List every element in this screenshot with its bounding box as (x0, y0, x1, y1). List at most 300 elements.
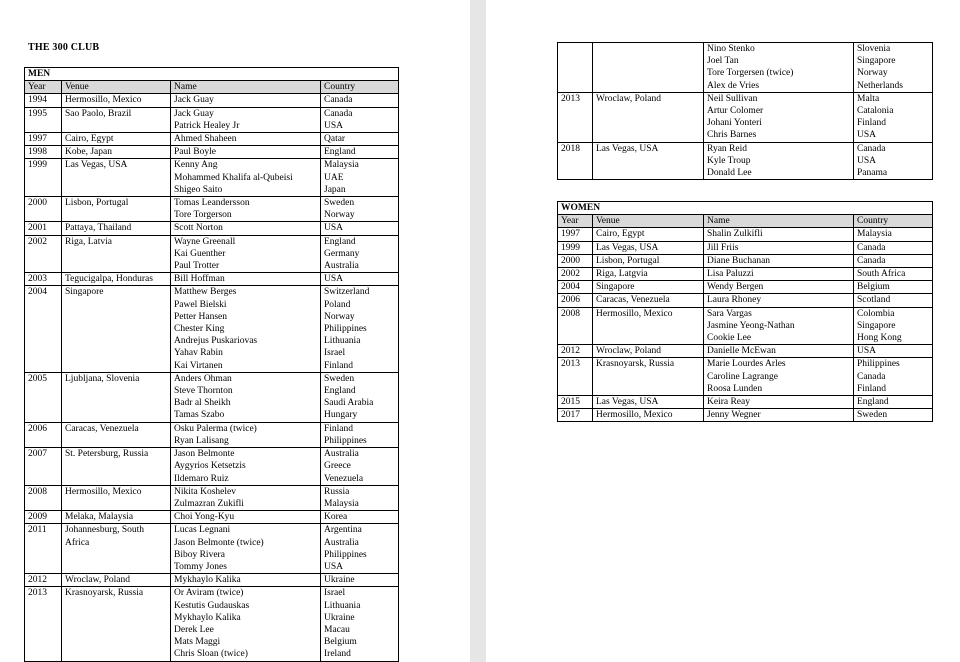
venue-cell: Las Vegas, USA (593, 142, 704, 180)
names-cell (171, 574, 321, 587)
player-country: Colombia (857, 308, 895, 319)
section-row (558, 202, 933, 215)
table-row (558, 281, 933, 294)
table-row (25, 485, 399, 510)
table-row (558, 43, 933, 93)
player-name: Alex de Vries (707, 80, 760, 91)
names-cell (171, 235, 321, 273)
names-cell (704, 409, 854, 422)
player-name: Kestutis Gudauskas (174, 600, 250, 611)
men-table-body (25, 68, 399, 662)
player-country: Ukraine (324, 575, 355, 586)
venue-cell: Riga, Latgvia (593, 268, 704, 281)
player-country: Finland (324, 423, 354, 434)
table-row (558, 396, 933, 409)
player-name: Aygyrios Ketsetzis (174, 461, 246, 472)
venue-cell: St. Petersburg, Russia (62, 448, 171, 486)
player-country: Ukraine (324, 612, 355, 623)
player-country: Switzerland (324, 287, 370, 298)
player-country: Norway (857, 68, 888, 79)
player-name: Jack Guay (174, 108, 214, 119)
countries-cell (321, 286, 399, 372)
countries-cell (321, 574, 399, 587)
player-name: Osku Palerma (twice) (174, 423, 257, 434)
table-row (558, 92, 933, 142)
player-name: Marie Lourdes Arles (707, 359, 786, 370)
player-country: USA (857, 155, 877, 166)
year-cell: 2015 (558, 396, 593, 409)
table-row (558, 268, 933, 281)
year-cell: 2002 (558, 268, 593, 281)
player-name: Derek Lee (174, 624, 214, 635)
player-name: Choi Yong-Kyu (174, 512, 235, 523)
table-row (558, 241, 933, 254)
player-name: Nino Stenko (707, 44, 755, 54)
year-cell: 2004 (25, 286, 62, 372)
countries-cell (321, 159, 399, 197)
venue-cell: Johannesburg, South Africa (62, 524, 171, 574)
names-cell (171, 422, 321, 447)
player-country: Australia (324, 261, 359, 272)
player-name: Mats Maggi (174, 637, 221, 648)
player-country: Ireland (324, 649, 351, 660)
venue-cell: Singapore (593, 281, 704, 294)
player-country: England (857, 397, 889, 408)
player-name: Keira Reay (707, 397, 750, 408)
player-name: Paul Boyle (174, 147, 216, 158)
column-header-name: Name (171, 81, 321, 94)
year-cell: 1997 (558, 228, 593, 241)
countries-cell (321, 133, 399, 146)
venue-cell: Cairo, Egypt (593, 228, 704, 241)
names-cell (171, 524, 321, 574)
player-name: Or Aviram (twice) (174, 588, 244, 599)
player-country: Germany (324, 248, 360, 259)
player-country: Sweden (324, 198, 355, 209)
player-name: Shigeo Saito (174, 184, 223, 195)
column-header-year: Year (558, 215, 593, 228)
year-cell: 1999 (25, 159, 62, 197)
table-row (25, 146, 399, 159)
venue-cell: Cairo, Egypt (62, 133, 171, 146)
countries-cell (854, 254, 933, 267)
player-country: Malaysia (324, 160, 359, 171)
countries-cell (854, 241, 933, 254)
year-cell: 2012 (25, 574, 62, 587)
countries-cell (321, 273, 399, 286)
countries-cell (321, 587, 399, 661)
countries-cell (854, 409, 933, 422)
player-country: USA (857, 346, 877, 357)
player-name: Chris Barnes (707, 130, 757, 141)
player-country: Canada (857, 371, 886, 382)
player-country: Israel (324, 588, 346, 599)
player-country: Norway (324, 311, 355, 322)
women-table (557, 201, 933, 422)
player-country: Netherlands (857, 80, 903, 91)
venue-cell: Wroclaw, Poland (62, 574, 171, 587)
player-country: Hong Kong (857, 333, 902, 344)
year-cell: 2004 (558, 281, 593, 294)
player-country: Singapore (857, 320, 896, 331)
year-cell: 2002 (25, 235, 62, 273)
countries-cell (854, 281, 933, 294)
names-cell (171, 286, 321, 372)
countries-cell (321, 107, 399, 132)
player-country: Philippines (324, 435, 367, 446)
year-cell: 2006 (25, 422, 62, 447)
men-table-continued-body (558, 43, 933, 180)
countries-cell (321, 511, 399, 524)
player-country: Canada (324, 95, 353, 106)
venue-cell: Hermosillo, Mexico (593, 409, 704, 422)
venue-cell: Lisbon, Portugal (593, 254, 704, 267)
player-name: Biboy Rivera (174, 549, 225, 560)
year-cell: 1998 (25, 146, 62, 159)
venue-cell: Kobe, Japan (62, 146, 171, 159)
player-country: USA (324, 223, 344, 234)
player-name: Tore Torgersen (twice) (707, 68, 794, 79)
player-name: Mykhaylo Kalika (174, 575, 241, 586)
player-name: Lisa Paluzzi (707, 269, 754, 280)
names-cell (171, 448, 321, 486)
year-cell: 2001 (25, 222, 62, 235)
countries-cell (854, 43, 933, 93)
year-cell: 2017 (558, 409, 593, 422)
player-country: Canada (857, 255, 886, 266)
player-name: Kai Virtanen (174, 360, 223, 371)
year-cell: 2008 (25, 485, 62, 510)
names-cell (704, 142, 854, 180)
countries-cell (321, 94, 399, 107)
men-table-continued (557, 42, 933, 180)
year-cell: 2007 (25, 448, 62, 486)
player-country: Catalonia (857, 106, 894, 117)
player-country: USA (857, 130, 877, 141)
names-cell (171, 94, 321, 107)
player-name: Ahmed Shaheen (174, 134, 237, 145)
player-country: Japan (324, 184, 346, 195)
player-name: Jenny Wegner (707, 410, 761, 421)
countries-cell (854, 92, 933, 142)
player-country: Macau (324, 624, 350, 635)
player-country: England (324, 236, 356, 247)
venue-cell: Krasnoyarsk, Russia (62, 587, 171, 661)
player-country: Philippines (324, 549, 367, 560)
table-row (25, 574, 399, 587)
venue-cell: Hermosillo, Mexico (62, 94, 171, 107)
venue-cell: Tegucigalpa, Honduras (62, 273, 171, 286)
player-name: Wendy Bergen (707, 282, 764, 293)
player-name: Kai Guenther (174, 248, 226, 259)
section-label: MEN (25, 68, 399, 81)
document-page-right (486, 0, 960, 662)
table-row (25, 286, 399, 372)
player-country: England (324, 386, 356, 397)
table-row (25, 422, 399, 447)
countries-cell (854, 345, 933, 358)
names-cell (704, 43, 854, 93)
player-country: Greece (324, 461, 351, 472)
player-name: Petter Hansen (174, 311, 228, 322)
player-name: Bill Hoffman (174, 274, 225, 285)
names-cell (704, 281, 854, 294)
table-row (25, 235, 399, 273)
venue-cell: Las Vegas, USA (593, 241, 704, 254)
countries-cell (854, 228, 933, 241)
year-cell: 1994 (25, 94, 62, 107)
table-row (25, 273, 399, 286)
names-cell (171, 146, 321, 159)
player-country: Canada (857, 143, 886, 154)
names-cell (704, 345, 854, 358)
venue-cell: Ljubljana, Slovenia (62, 372, 171, 422)
player-country: Belgium (857, 282, 890, 293)
countries-cell (321, 235, 399, 273)
player-name: Jill Friis (707, 242, 739, 253)
column-header-country: Country (321, 81, 399, 94)
names-cell (704, 241, 854, 254)
player-country: Finland (324, 360, 354, 371)
player-name: Tomas Leandersson (174, 198, 250, 209)
player-name: Matthew Berges (174, 287, 237, 298)
player-name: Ildemaro Ruiz (174, 473, 229, 484)
player-name: Scott Norton (174, 223, 223, 234)
player-country: Lithuania (324, 600, 361, 611)
player-country: Sweden (324, 373, 355, 384)
venue-cell: Krasnoyarsk, Russia (593, 358, 704, 396)
names-cell (704, 228, 854, 241)
player-country: Sweden (857, 410, 888, 421)
player-name: Jack Guay (174, 95, 214, 106)
year-cell: 2013 (558, 92, 593, 142)
year-cell: 2003 (25, 273, 62, 286)
names-cell (171, 511, 321, 524)
venue-cell: Lisbon, Portugal (62, 197, 171, 222)
player-name: Tamas Szabo (174, 410, 225, 421)
countries-cell (321, 422, 399, 447)
countries-cell (321, 524, 399, 574)
player-name: Pawel Bielski (174, 299, 227, 310)
table-row (25, 587, 399, 661)
names-cell (171, 587, 321, 661)
player-name: Shalin Zulkifli (707, 229, 763, 240)
player-country: Philippines (324, 324, 367, 335)
player-name: Artur Colomer (707, 106, 764, 117)
player-name: Tore Torgerson (174, 210, 232, 221)
player-country: Israel (324, 348, 346, 359)
player-country: Hungary (324, 410, 358, 421)
player-name: Mohammed Khalifa al-Qubeisi (174, 172, 293, 183)
player-country: Argentina (324, 525, 362, 536)
player-name: Lucas Legnani (174, 525, 231, 536)
header-row (558, 215, 933, 228)
venue-cell: Las Vegas, USA (593, 396, 704, 409)
year-cell: 2013 (558, 358, 593, 396)
countries-cell (854, 358, 933, 396)
player-name: Joel Tan (707, 56, 739, 67)
men-table (24, 67, 399, 662)
year-cell: 2006 (558, 294, 593, 307)
player-name: Tommy Jones (174, 561, 227, 572)
table-row (25, 511, 399, 524)
venue-cell: Riga, Latvia (62, 235, 171, 273)
player-country: Norway (324, 210, 355, 221)
player-name: Paul Trotter (174, 261, 220, 272)
countries-cell (854, 307, 933, 345)
player-country: Venezuela (324, 473, 364, 484)
year-cell: 2018 (558, 142, 593, 180)
venue-cell: Singapore (62, 286, 171, 372)
column-header-name: Name (704, 215, 854, 228)
player-country: USA (324, 561, 344, 572)
year-cell: 2000 (558, 254, 593, 267)
header-row (25, 81, 399, 94)
player-name: Zulmazran Zukifli (174, 498, 244, 509)
player-name: Roosa Lunden (707, 383, 763, 394)
countries-cell (321, 197, 399, 222)
player-country: South Africa (857, 269, 906, 280)
player-name: Kenny Ang (174, 160, 218, 171)
year-cell (558, 43, 593, 93)
table-row (25, 94, 399, 107)
table-row (558, 409, 933, 422)
player-name: Chester King (174, 324, 225, 335)
names-cell (704, 307, 854, 345)
player-name: Diane Buchanan (707, 255, 771, 266)
player-country: Finland (857, 383, 887, 394)
player-name: Badr al Sheikh (174, 398, 231, 409)
player-country: Slovenia (857, 44, 891, 54)
venue-cell (593, 43, 704, 93)
document-page-left (0, 0, 470, 662)
names-cell (171, 273, 321, 286)
player-name: Patrick Healey Jr (174, 120, 240, 131)
player-country: Malaysia (324, 498, 359, 509)
player-name: Sara Vargas (707, 308, 752, 319)
player-name: Chris Sloan (twice) (174, 649, 248, 660)
player-name: Jasmine Yeong-Nathan (707, 320, 795, 331)
venue-cell: Caracas, Venezuela (62, 422, 171, 447)
player-country: Belgium (324, 637, 357, 648)
player-name: Jason Belmonte (twice) (174, 537, 264, 548)
player-country: Qatar (324, 134, 346, 145)
table-row (25, 107, 399, 132)
venue-cell: Wroclaw, Poland (593, 92, 704, 142)
player-country: Malta (857, 93, 880, 104)
player-name: Mykhaylo Kalika (174, 612, 241, 623)
table-row (25, 133, 399, 146)
player-name: Cookie Lee (707, 333, 752, 344)
player-name: Caroline Lagrange (707, 371, 778, 382)
table-row (25, 448, 399, 486)
names-cell (704, 254, 854, 267)
countries-cell (321, 222, 399, 235)
player-name: Johani Yonteri (707, 118, 762, 129)
venue-cell: Hermosillo, Mexico (593, 307, 704, 345)
player-name: Kyle Troup (707, 155, 751, 166)
player-country: Poland (324, 299, 351, 310)
names-cell (704, 358, 854, 396)
year-cell: 2000 (25, 197, 62, 222)
player-country: Malaysia (857, 229, 892, 240)
column-header-venue: Venue (593, 215, 704, 228)
year-cell: 1999 (558, 241, 593, 254)
countries-cell (854, 294, 933, 307)
venue-cell: Wroclaw, Poland (593, 345, 704, 358)
table-row (25, 197, 399, 222)
table-row (25, 159, 399, 197)
player-name: Jason Belmonte (174, 449, 235, 460)
section-row (25, 68, 399, 81)
table-row (558, 358, 933, 396)
countries-cell (854, 268, 933, 281)
names-cell (171, 159, 321, 197)
names-cell (171, 197, 321, 222)
table-row (558, 142, 933, 180)
player-name: Anders Ohman (174, 373, 232, 384)
names-cell (171, 133, 321, 146)
countries-cell (321, 485, 399, 510)
countries-cell (321, 372, 399, 422)
player-name: Danielle McEwan (707, 346, 776, 357)
player-country: Panama (857, 168, 888, 179)
venue-cell: Pattaya, Thailand (62, 222, 171, 235)
column-header-venue: Venue (62, 81, 171, 94)
year-cell: 1995 (25, 107, 62, 132)
names-cell (704, 294, 854, 307)
player-name: Andrejus Puskariovas (174, 336, 258, 347)
year-cell: 2011 (25, 524, 62, 574)
countries-cell (321, 448, 399, 486)
venue-cell: Las Vegas, USA (62, 159, 171, 197)
document-title: THE 300 CLUB (28, 42, 100, 53)
table-row (25, 372, 399, 422)
women-table-body (558, 202, 933, 422)
names-cell (171, 222, 321, 235)
venue-cell: Caracas, Venezuela (593, 294, 704, 307)
player-country: Philippines (857, 359, 900, 370)
table-row (558, 294, 933, 307)
countries-cell (321, 146, 399, 159)
player-country: Australia (324, 537, 359, 548)
year-cell: 2009 (25, 511, 62, 524)
names-cell (171, 485, 321, 510)
table-row (25, 524, 399, 574)
player-country: Australia (324, 449, 359, 460)
year-cell: 1997 (25, 133, 62, 146)
player-country: Saudi Arabia (324, 398, 374, 409)
year-cell: 2012 (558, 345, 593, 358)
venue-cell: Hermosillo, Mexico (62, 485, 171, 510)
table-row (558, 254, 933, 267)
player-country: England (324, 147, 356, 158)
year-cell: 2008 (558, 307, 593, 345)
player-country: Lithuania (324, 336, 361, 347)
player-name: Nikita Koshelev (174, 486, 237, 497)
player-country: Singapore (857, 56, 896, 67)
column-header-country: Country (854, 215, 933, 228)
section-label: WOMEN (558, 202, 933, 215)
column-header-year: Year (25, 81, 62, 94)
player-country: Russia (324, 486, 350, 497)
player-country: Scotland (857, 295, 891, 306)
venue-cell: Sao Paolo, Brazil (62, 107, 171, 132)
names-cell (704, 396, 854, 409)
countries-cell (854, 142, 933, 180)
player-name: Yahav Rabin (174, 348, 223, 359)
player-country: UAE (324, 172, 344, 183)
